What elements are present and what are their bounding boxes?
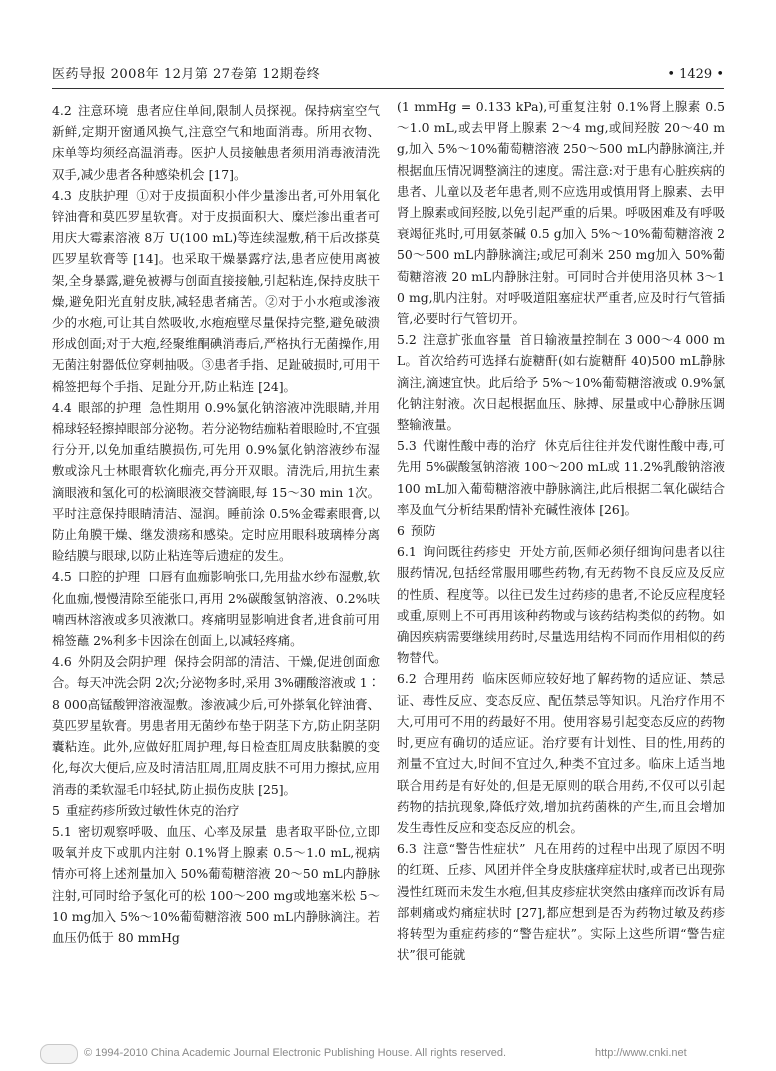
- section-title: 口腔的护理: [77, 569, 141, 585]
- paragraph: [397, 668, 725, 838]
- footer-url[interactable]: http://www.cnki.net: [595, 1047, 687, 1059]
- paragraph-text: 临床医师应较好地了解药物的适应证、禁忌证、毒性反应、变态反应、配伍禁忌等知识。凡治疗作用不大,可用可不用的药最好不用。使用容易引起变态反应的药物时,更应有确切的适应证。治疗要有计划性、目的性,用药的剂量不宜过大,时间不宜过久,种类不宜过多。临床上适当地联合用药是有好处的,但是无原则的联合用药,不仅可以引起药物的拮抗现象,降低疗效,增加抗药菌株的产生,而且会增加发生毒性反应和变态反应的机会。: [397, 671, 726, 835]
- section-number: 5.2: [397, 332, 417, 348]
- section-title: 注意环境: [77, 103, 129, 118]
- section-title: 皮肤护理: [77, 187, 129, 203]
- footer: [40, 1042, 740, 1064]
- section-number: 4.6: [52, 654, 72, 670]
- section-heading: [397, 520, 725, 541]
- section-number: 6.1: [397, 544, 417, 560]
- section-title: 注意“警告性症状”: [422, 841, 526, 857]
- paragraph-text: 开处方前,医师必须仔细询问患者以往服药情况,包括经常服用哪些药物,有无药物不良反应及反应的性质、程度等。以往已发生过药疹的患者,不论反应程度轻或重,原则上不可再用该种药物或与该药结构类似的药物。如确因疾病需要继续用药时,尽量选用结构不同而作用相似的药物替代。: [397, 544, 725, 666]
- running-header: [52, 64, 724, 86]
- section-number: 5.1: [52, 823, 72, 839]
- paragraph-text: 首日输液量控制在 3 000～4 000 mL。首次给药可选择右旋糖酐(如右旋糖酐 40)500 mL静脉滴注,滴速宜快。此后给予 5%～10%葡萄糖溶液或 0.9%氯化钠注射液。次日起根据血压、脉搏、尿量或中心静脉压调整输液量。: [397, 332, 725, 433]
- section-title: 代谢性酸中毒的治疗: [422, 438, 537, 454]
- paragraph-text: 患者取平卧位,立即吸氧并皮下或肌内注射 0.1%肾上腺素 0.5～1.0 mL,视病情亦可将上述剂量加入 50%葡萄糖溶液 20～50 mL内静脉注射,可同时给予氢化可的松 100～200 mg或地塞米松 5～10 mg加入 5%～10%葡萄糖溶液 500 mL内静脉滴注。若血压仍低于 80 mmHg: [52, 823, 380, 945]
- section-number: 4.5: [52, 569, 72, 585]
- paragraph-text: 休克后往往并发代谢性酸中毒,可先用 5%碳酸氢钠溶液 100～200 mL或 11.2%乳酸钠溶液 100 mL加入葡萄糖溶液中静脉滴注,此后根据二氧化碳结合率及血气分析结果酌情补充碱性液体 [26]。: [397, 438, 725, 517]
- paragraph: [52, 100, 380, 185]
- header-rule: [52, 88, 724, 89]
- paragraph-text: ①对于皮损面积小伴少量渗出者,可外用氧化锌油膏和莫匹罗星软膏。对于皮损面积大、糜烂渗出重者可用庆大霉素溶液 8万 U(100 mL)等连续湿敷,稍干后改搽莫匹罗星软膏等 [14]。也采取干燥暴露疗法,患者应使用离被架,全身暴露,避免被褥与创面直接接触,引起粘连,保持皮肤干燥,避免阳光直射皮肤,减轻患者痛苦。②对于小水疱或渗液少的水疱,可让其自然吸收,水疱疱壁尽量保持完整,避免破溃形成创面;对于大疱,经聚维酮碘消毒后,严格执行无菌操作,用无菌注射器低位穿刺抽吸。③患者手指、足趾破损时,可用干棉签把每个手指、足趾分开,防止粘连 [24]。: [52, 187, 380, 394]
- section-number: 4.4: [52, 399, 72, 415]
- paragraph: [397, 435, 725, 520]
- paragraph: [52, 397, 380, 567]
- section-number: 4.2: [52, 103, 72, 118]
- section-title: 重症药疹所致过敏性休克的治疗: [65, 802, 240, 818]
- section-title: 眼部的护理: [77, 399, 142, 415]
- right-column: [397, 96, 725, 965]
- section-title: 预防: [410, 523, 436, 539]
- section-title: 询问既往药疹史: [422, 544, 512, 560]
- section-heading: [52, 800, 380, 821]
- paragraph: [52, 185, 380, 397]
- paragraph-text: 急性期用 0.9%氯化钠溶液冲洗眼睛,并用棉球轻轻擦掉眼部分泌物。若分泌物结痂粘着眼睑时,不宜强行分开,以免加重结膜损伤,可先用 0.9%氯化钠溶液纱布湿敷或涂凡士林眼膏软化痂壳,再分开双眼。清洗后,用抗生素滴眼液和氢化可的松滴眼液交替滴眼,每 15～30 min 1次。平时注意保持眼睛清洁、湿润。睡前涂 0.5%金霉素眼膏,以防止角膜干燥、继发溃疡和感染。定时应用眼科玻璃棒分离睑结膜与眼球,以防止粘连等后遗症的发生。: [52, 399, 381, 564]
- paragraph-text: 口唇有血痂影响张口,先用盐水纱布湿敷,软化血痂,慢慢清除至能张口,再用 2%碳酸氢钠溶液、0.2%呋喃西林溶液或多贝液漱口。疼痛明显影响进食者,进食前可用棉签蘸 2%利多卡因涂在创面上,以减轻疼痛。: [52, 569, 380, 649]
- left-column: [52, 100, 380, 948]
- cnki-logo-icon: [40, 1044, 78, 1064]
- paragraph: [52, 566, 380, 651]
- paragraph-text: (1 mmHg = 0.133 kPa),可重复注射 0.1%肾上腺素 0.5～1.0 mL,或去甲肾上腺素 2～4 mg,或间羟胺 20～40 mg,加入 5%～10%葡萄糖溶液 250～500 mL内静脉滴注,并根据血压情况调整滴注的速度。需注意:对于患有心脏疾病的患者、儿童以及老年患者,则不应选用或慎用肾上腺素、去甲肾上腺素或间羟胺,以免引起严重的后果。呼吸困难及有呼吸衰竭征兆时,可用氨茶碱 0.5 g加入 5%～10%葡萄糖溶液 250～500 mL内静脉滴注;或尼可刹米 250 mg加入 50%葡萄糖溶液 20 mL内静脉注射。可同时合并使用洛贝林 3～10 mg,肌内注射。对呼吸道阻塞症状严重者,应及时行气管插管,必要时行气管切开。: [397, 99, 725, 327]
- paragraph: [397, 329, 725, 435]
- section-number: 6.2: [397, 671, 417, 687]
- paragraph: [397, 541, 725, 668]
- section-number: 6: [397, 523, 405, 539]
- paragraph: [52, 651, 380, 799]
- section-title: 外阴及会阴护理: [77, 654, 167, 670]
- section-number: 5.3: [397, 438, 417, 454]
- section-title: 注意扩张血容量: [422, 332, 512, 348]
- section-number: 4.3: [52, 187, 72, 203]
- journal-title: 医药导报 2008年 12月第 27卷第 12期卷终: [52, 67, 321, 82]
- paragraph-text: 凡在用药的过程中出现了原因不明的红斑、丘疹、风团并伴全身皮肤瘙痒症状时,或者已出现弥漫性红斑而未发生水疱,但其皮疹症状突然由瘙痒而改诉有局部刺痛或灼痛症状时 [27],都应想到是否为药物过敏及药疹将转型为重症药疹的“警告症状”。实际上这些所谓“警告症状”很可能就: [397, 841, 726, 963]
- section-number: 5: [52, 802, 60, 818]
- section-title: 密切观察呼吸、血压、心率及尿量: [77, 823, 268, 839]
- paragraph-text: 保持会阴部的清洁、干燥,促进创面愈合。每天冲洗会阴 2次;分泌物多时,采用 3%硼酸溶液或 1∶8 000高锰酸钾溶液湿敷。渗液减少后,可外搽氧化锌油膏、莫匹罗星软膏。男患者用无菌纱布垫于阴茎下方,防止阴茎阴囊粘连。此外,应做好肛周护理,每日检查肛周皮肤黏膜的变化,每次大便后,应及时清洁肛周,肛周皮肤不可用力擦拭,应用消毒的柔软湿毛巾轻拭,防止损伤皮肤 [25]。: [52, 654, 380, 797]
- section-number: 6.3: [397, 841, 417, 857]
- paragraph-text: 患者应住单间,限制人员探视。保持病室空气新鲜,定期开窗通风换气,注意空气和地面消毒。所用衣物、床单等均须经高温消毒。医护人员接触患者须用消毒液清洗双手,减少患者各种感染机会 [17]。: [52, 103, 380, 182]
- section-title: 合理用药: [422, 671, 475, 687]
- paragraph: [397, 96, 725, 329]
- page-number: • 1429 •: [667, 67, 724, 82]
- paragraph: [52, 821, 380, 948]
- copyright-notice: © 1994-2010 China Academic Journal Electronic Publishing House. All rights reserved.: [84, 1047, 507, 1059]
- paragraph: [397, 838, 725, 965]
